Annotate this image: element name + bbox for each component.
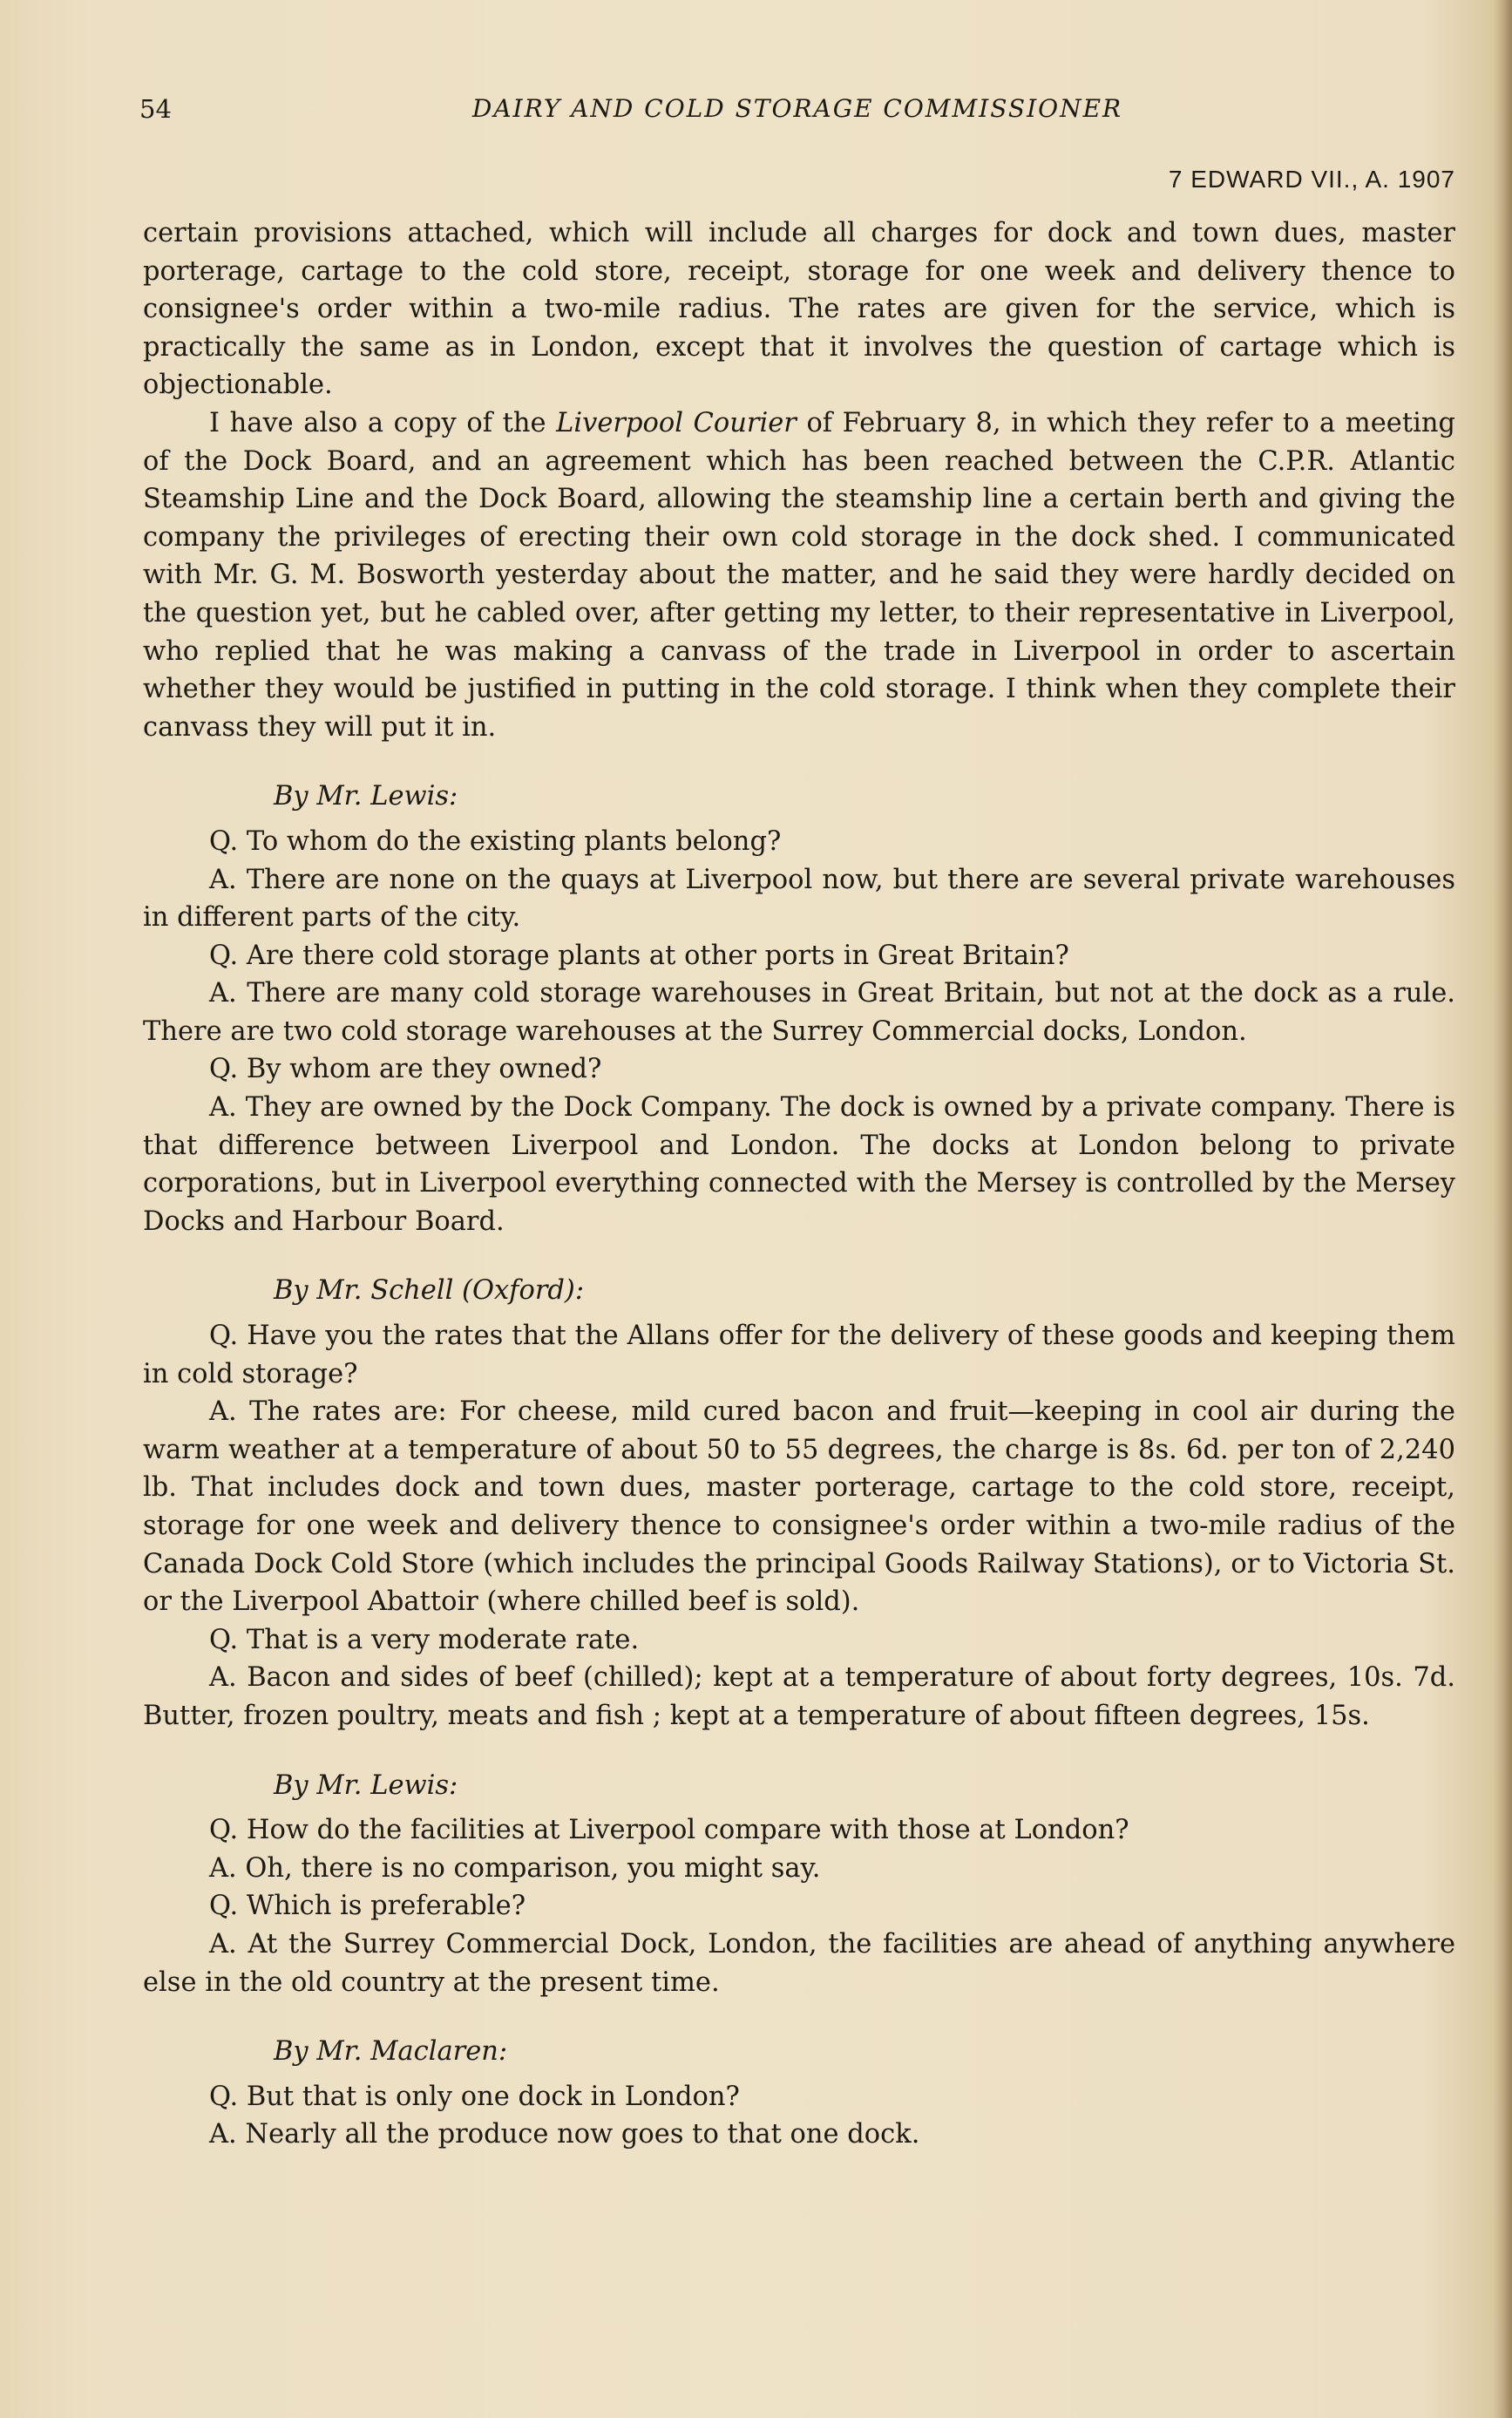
answer: A. At the Surrey Commercial Dock, London, the facilities are ahead of anything anywhere else in the old country at the present time. xyxy=(143,1928,1455,1998)
answer: A. There are none on the quays at Liverpool now, but there are several private warehouses in different parts of the city. xyxy=(143,864,1455,934)
running-title: DAIRY AND COLD STORAGE COMMISSIONER xyxy=(471,94,1123,123)
speaker-heading: By Mr. Maclaren: xyxy=(274,2036,508,2068)
paragraph xyxy=(143,404,1455,746)
speaker-heading: By Mr. Lewis: xyxy=(274,781,458,812)
page-number: 54 xyxy=(139,94,172,124)
question: Q. Have you the rates that the Allans offer for the delivery of these goods and keeping them in cold storage? xyxy=(143,1321,1455,1389)
answer: A. Nearly all the produce now goes to that one dock. xyxy=(209,2119,920,2150)
question: Q. Are there cold storage plants at other ports in Great Britain? xyxy=(209,940,1069,971)
question: Q. By whom are they owned? xyxy=(209,1054,602,1085)
question: Q. That is a very moderate rate. xyxy=(209,1624,640,1655)
text-run: of February 8, in which they refer to a meeting of the Dock Board, and an agreement which has been reached between the C.P.R. Atlantic Steamship Line and the Dock Board, allowing the steamship line a certain berth and giving the company the privileges of erecting their own cold storage in the dock shed. I communicated with Mr. G. M. Bosworth yesterday about the matter, and he said they were hardly decided on the question yet, but he cabled over, after getting my letter, to their representative in Liverpool, who replied that he was making a canvass of the trade in Liverpool in order to ascertain whether they would be justified in putting in the cold storage. I think when they complete their canvass they will put it in. xyxy=(143,407,1455,743)
question: Q. But that is only one dock in London? xyxy=(209,2081,740,2112)
session-reference: 7 EDWARD VII., A. 1907 xyxy=(1168,166,1455,193)
answer: A. They are owned by the Dock Company. The dock is owned by a private company. There is that difference between Liverpool and London. The docks at London belong to private corporations, but in Liverpool everything connected with the Mersey is controlled by the Mersey Docks and Harbour Board. xyxy=(143,1092,1455,1237)
question: Q. How do the facilities at Liverpool compare with those at London? xyxy=(209,1815,1129,1846)
page-header xyxy=(139,94,1455,132)
body-text xyxy=(143,214,1455,2154)
speaker-heading: By Mr. Schell (Oxford): xyxy=(274,1275,585,1307)
text-run: I have also a copy of the xyxy=(209,407,557,438)
question: Q. To whom do the existing plants belong? xyxy=(209,825,782,857)
answer: A. There are many cold storage warehouses in Great Britain, but not at the dock as a rule. There are two cold storage warehouses at the Surrey Commercial docks, London. xyxy=(143,978,1455,1047)
speaker-heading: By Mr. Lewis: xyxy=(274,1769,458,1801)
answer: A. Oh, there is no comparison, you might say. xyxy=(209,1852,821,1884)
question: Q. Which is preferable? xyxy=(209,1891,526,1922)
paragraph: certain provisions attached, which will include all charges for dock and town dues, master porterage, cartage to the cold store, receipt, storage for one week and delivery thence to consignee's order within a two-mile radius. The rates are given for the service, which is practically the same as in London, except that it involves the question of cartage which is objectionable. xyxy=(143,218,1455,401)
answer: A. Bacon and sides of beef (chilled); kept at a temperature of about forty degrees, 10s. 7d. Butter, frozen poultry, meats and fish ; kept at a temperature of about fifteen degrees, 15s. xyxy=(143,1662,1455,1731)
page-edge-shadow xyxy=(1493,0,1512,2418)
answer: A. The rates are: For cheese, mild cured bacon and fruit—keeping in cool air during the warm weather at a temperature of about 50 to 55 degrees, the charge is 8s. 6d. per ton of 2,240 lb. That includes dock and town dues, master porterage, cartage to the cold store, receipt, storage for one week and delivery thence to consignee's order within a two-mile radius of the Canada Dock Cold Store (which includes the principal Goods Railway Stations), or to Victoria St. or the Liverpool Abattoir (where chilled beef is sold). xyxy=(143,1396,1455,1618)
newspaper-title: Liverpool Courier xyxy=(556,407,797,438)
